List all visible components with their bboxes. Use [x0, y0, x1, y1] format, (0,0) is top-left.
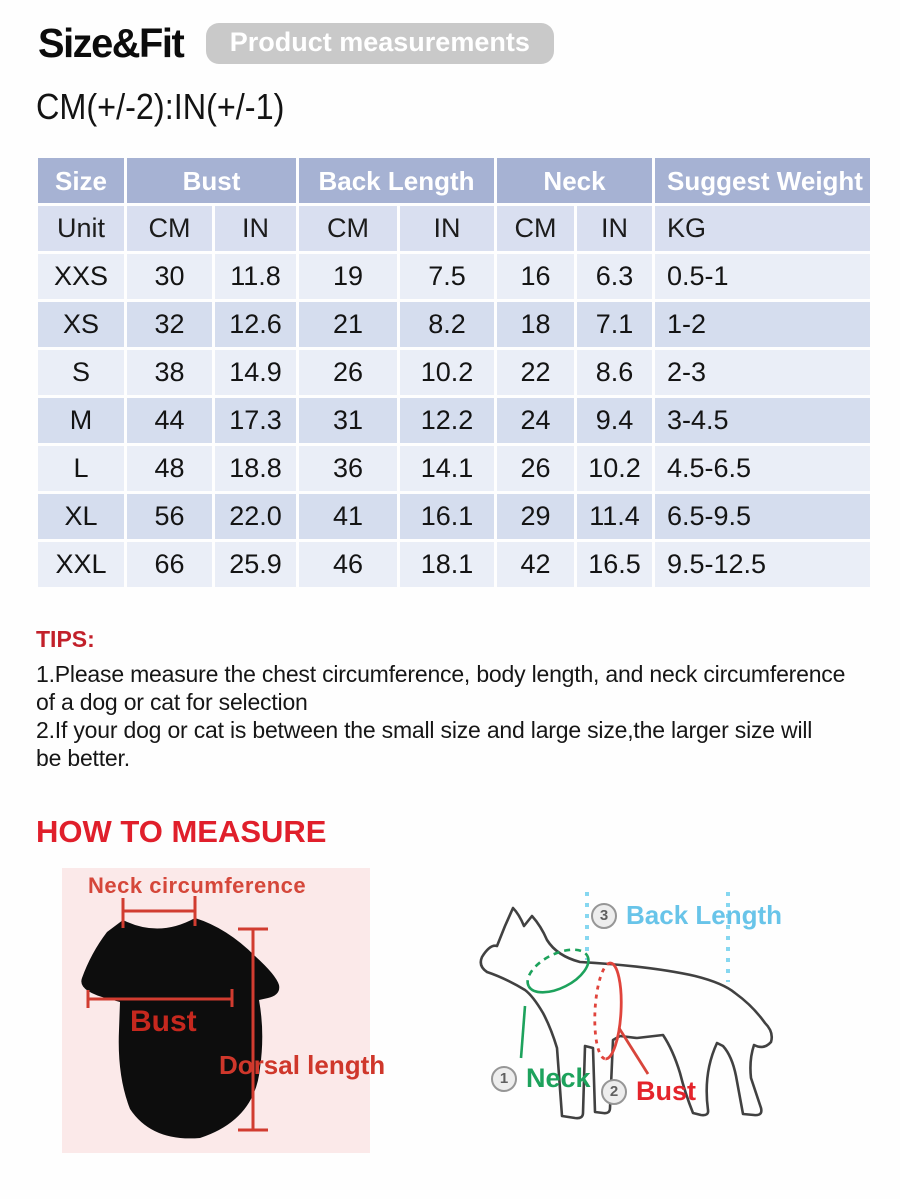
circled-3-icon: 3: [591, 903, 617, 929]
value-cell: 11.8: [215, 254, 296, 299]
value-cell: 7.1: [577, 302, 652, 347]
tips-heading: TIPS:: [36, 626, 95, 652]
bust-label: Bust: [130, 1005, 197, 1038]
value-cell: 19: [299, 254, 397, 299]
value-cell: 16.5: [577, 542, 652, 587]
unit-cell: IN: [215, 206, 296, 251]
size-table-group-header-row: [38, 158, 870, 203]
value-cell: 36: [299, 446, 397, 491]
page-title: Size&Fit: [38, 20, 184, 66]
size-label-cell: XS: [38, 302, 124, 347]
unit-cell: CM: [497, 206, 574, 251]
how-to-measure-heading: HOW TO MEASURE: [36, 814, 327, 849]
unit-cell: IN: [400, 206, 494, 251]
value-cell: 46: [299, 542, 397, 587]
size-label-cell: XL: [38, 494, 124, 539]
shirt-diagram-canvas: [62, 868, 370, 1153]
size-table-body: [38, 254, 870, 587]
unit-cell: Unit: [38, 206, 124, 251]
value-cell: 9.5-12.5: [655, 542, 870, 587]
table-row: [38, 398, 870, 443]
shirt-measure-diagram: [62, 868, 386, 1153]
back-length-annotation: [591, 900, 782, 931]
bust-pointer-line: [619, 1028, 648, 1074]
back-length-label: Back Length: [626, 900, 783, 930]
value-cell: 22: [497, 350, 574, 395]
unit-cell: CM: [127, 206, 212, 251]
column-header-bust: Bust: [127, 158, 296, 203]
neck-annotation: [491, 1063, 591, 1094]
value-cell: 30: [127, 254, 212, 299]
value-cell: 9.4: [577, 398, 652, 443]
value-cell: 10.2: [400, 350, 494, 395]
table-row: [38, 302, 870, 347]
value-cell: 16.1: [400, 494, 494, 539]
tip-line: be better.: [36, 745, 130, 771]
value-cell: 14.1: [400, 446, 494, 491]
unit-cell: CM: [299, 206, 397, 251]
value-cell: 42: [497, 542, 574, 587]
unit-cell: KG: [655, 206, 870, 251]
value-cell: 56: [127, 494, 212, 539]
size-label-cell: XXS: [38, 254, 124, 299]
size-table-unit-row: [38, 206, 870, 251]
size-table: [35, 155, 873, 590]
product-measurements-badge[interactable]: Product measurements: [206, 23, 554, 64]
value-cell: 29: [497, 494, 574, 539]
unit-cell: IN: [577, 206, 652, 251]
value-cell: 4.5-6.5: [655, 446, 870, 491]
size-label-cell: S: [38, 350, 124, 395]
neck-circumference-label: Neck circumference: [88, 873, 307, 898]
value-cell: 26: [299, 350, 397, 395]
table-row: [38, 350, 870, 395]
value-cell: 6.3: [577, 254, 652, 299]
value-cell: 7.5: [400, 254, 494, 299]
value-cell: 26: [497, 446, 574, 491]
neck-pointer-line: [521, 1006, 525, 1058]
value-cell: 12.2: [400, 398, 494, 443]
value-cell: 16: [497, 254, 574, 299]
dog-measure-diagram: [445, 878, 900, 1168]
tolerance-note: CM(+/-2):IN(+/-1): [36, 86, 285, 127]
dorsal-length-label: Dorsal length: [219, 1050, 386, 1080]
value-cell: 18.1: [400, 542, 494, 587]
value-cell: 12.6: [215, 302, 296, 347]
table-row: [38, 254, 870, 299]
column-header-size: Size: [38, 158, 124, 203]
value-cell: 31: [299, 398, 397, 443]
value-cell: 18.8: [215, 446, 296, 491]
value-cell: 25.9: [215, 542, 296, 587]
value-cell: 41: [299, 494, 397, 539]
tips-lines: [36, 660, 878, 772]
value-cell: 0.5-1: [655, 254, 870, 299]
value-cell: 6.5-9.5: [655, 494, 870, 539]
value-cell: 3-4.5: [655, 398, 870, 443]
size-label-cell: XXL: [38, 542, 124, 587]
tip-line: 2.If your dog or cat is between the small size and large size,the larger size will: [36, 717, 813, 743]
value-cell: 2-3: [655, 350, 870, 395]
page-header: [38, 20, 554, 67]
value-cell: 48: [127, 446, 212, 491]
value-cell: 66: [127, 542, 212, 587]
table-row: [38, 446, 870, 491]
value-cell: 8.6: [577, 350, 652, 395]
collar-ellipse: [521, 941, 595, 1001]
value-cell: 11.4: [577, 494, 652, 539]
column-header-suggest-weight: Suggest Weight: [655, 158, 870, 203]
tip-line: of a dog or cat for selection: [36, 689, 308, 715]
value-cell: 17.3: [215, 398, 296, 443]
value-cell: 10.2: [577, 446, 652, 491]
circled-2-icon: 2: [601, 1079, 627, 1105]
value-cell: 21: [299, 302, 397, 347]
bust-ellipse: [593, 962, 624, 1059]
value-cell: 24: [497, 398, 574, 443]
tip-line: 1.Please measure the chest circumference, body length, and neck circumference: [36, 661, 846, 687]
circled-1-icon: 1: [491, 1066, 517, 1092]
value-cell: 22.0: [215, 494, 296, 539]
table-row: [38, 494, 870, 539]
value-cell: 14.9: [215, 350, 296, 395]
size-label-cell: M: [38, 398, 124, 443]
value-cell: 38: [127, 350, 212, 395]
column-header-neck: Neck: [497, 158, 652, 203]
neck-label: Neck: [526, 1063, 591, 1093]
value-cell: 18: [497, 302, 574, 347]
dog-bust-label: Bust: [636, 1076, 696, 1106]
tips-section: [36, 626, 878, 772]
value-cell: 1-2: [655, 302, 870, 347]
bust-annotation: [601, 1076, 696, 1107]
column-header-back-length: Back Length: [299, 158, 494, 203]
value-cell: 44: [127, 398, 212, 443]
table-row: [38, 542, 870, 587]
size-label-cell: L: [38, 446, 124, 491]
value-cell: 8.2: [400, 302, 494, 347]
value-cell: 32: [127, 302, 212, 347]
